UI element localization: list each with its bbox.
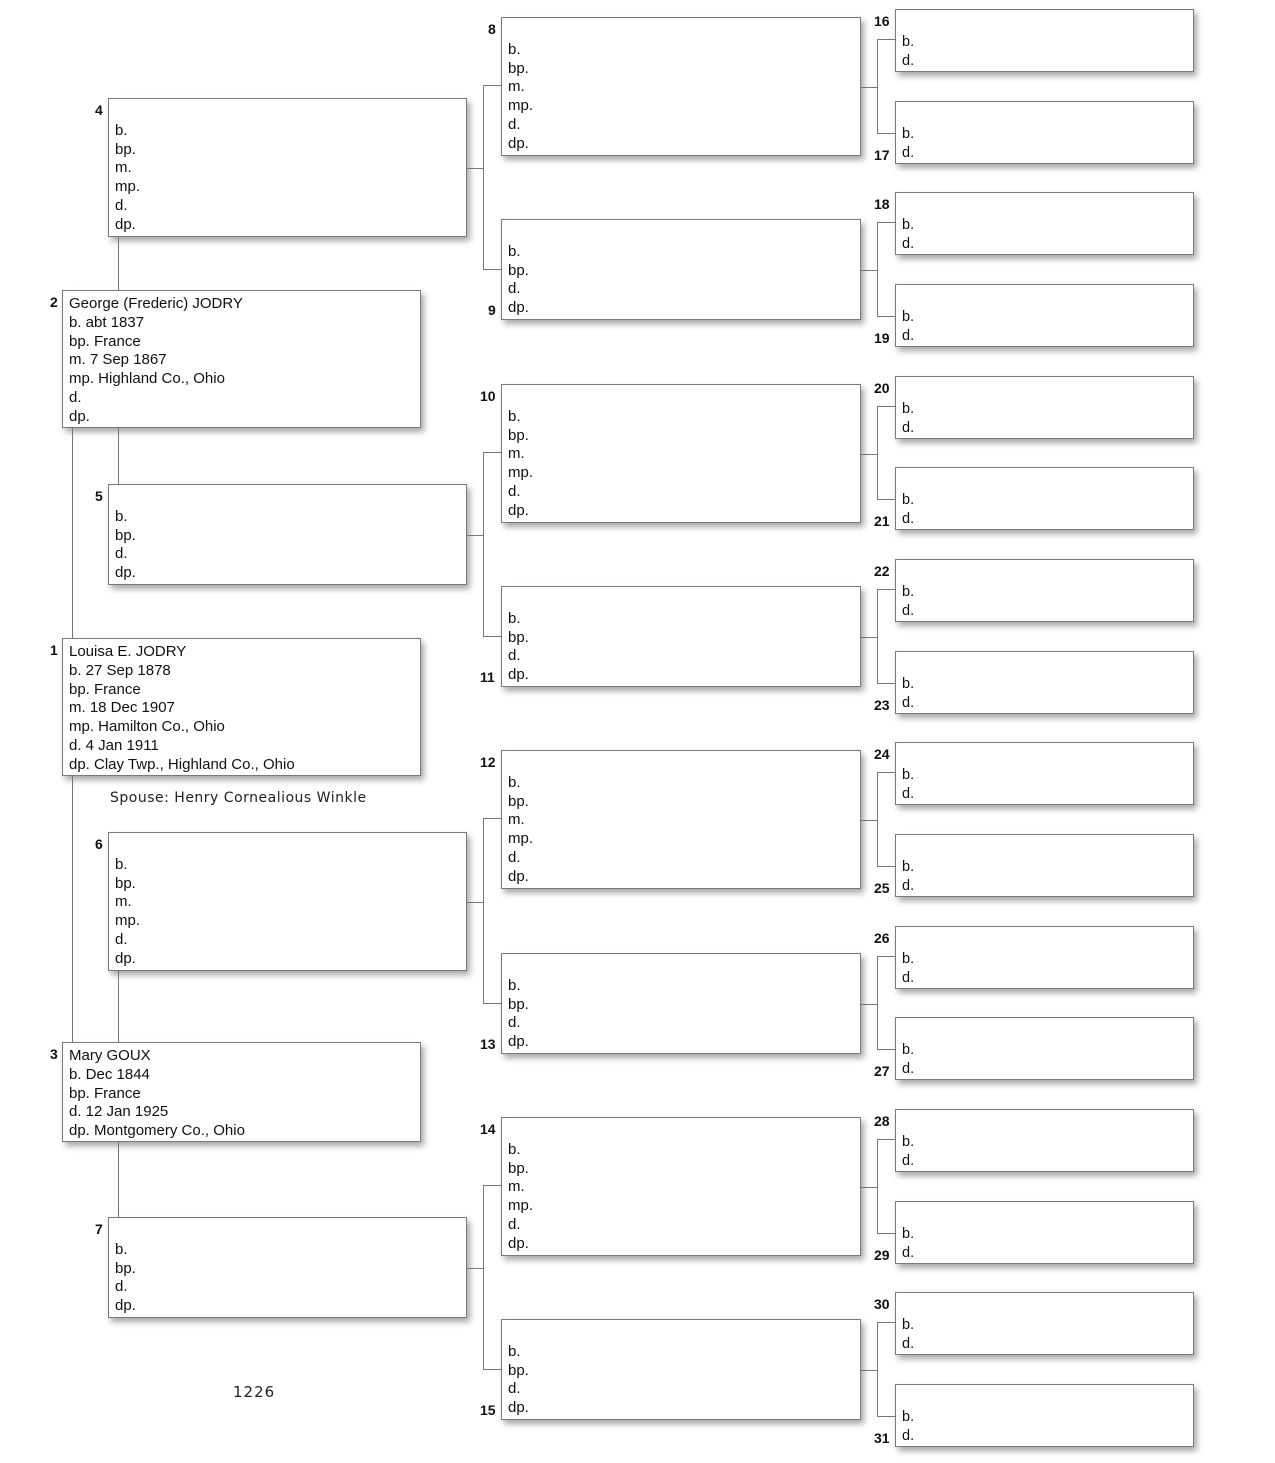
connector-line xyxy=(483,818,501,819)
person-field: m. xyxy=(508,78,525,96)
person-field: d. xyxy=(69,388,82,406)
person-field: b. xyxy=(508,976,521,994)
person-details xyxy=(902,1206,914,1262)
person-number: 23 xyxy=(874,697,890,713)
connector-line xyxy=(861,454,877,455)
person-field: dp. xyxy=(115,564,136,582)
person-field: b. xyxy=(902,308,915,325)
connector-line xyxy=(877,222,878,316)
person-details xyxy=(69,643,295,775)
person-field: d. xyxy=(115,1278,128,1296)
person-field: d. xyxy=(902,419,915,436)
person-field: bp. xyxy=(115,874,136,892)
person-name xyxy=(508,1324,529,1343)
person-field: b. xyxy=(902,675,915,692)
person-field: b. xyxy=(115,507,128,525)
person-field: bp. xyxy=(508,426,529,444)
person-name xyxy=(902,289,914,308)
connector-line xyxy=(877,499,895,500)
person-number: 29 xyxy=(874,1247,890,1263)
person-field: b. xyxy=(508,40,521,58)
person-details xyxy=(902,14,914,70)
person-details xyxy=(508,755,533,887)
person-field: dp. xyxy=(508,134,529,152)
spouse-note: Spouse: Henry Cornealious Winkle xyxy=(110,790,367,806)
person-field: d. xyxy=(902,510,915,527)
person-details xyxy=(902,931,914,987)
person-field: d. xyxy=(902,1152,915,1169)
person-details xyxy=(115,103,140,235)
person-box-2 xyxy=(62,290,421,428)
person-details xyxy=(902,106,914,162)
person-name xyxy=(508,1122,533,1141)
person-details xyxy=(115,1222,136,1316)
person-box-31 xyxy=(895,1384,1194,1447)
person-name xyxy=(508,958,529,977)
connector-line xyxy=(877,683,895,684)
connector-line xyxy=(467,902,483,903)
connector-line xyxy=(861,87,877,88)
connector-line xyxy=(861,270,877,271)
connector-line xyxy=(877,39,895,40)
person-field: d. xyxy=(902,877,915,894)
person-box-1 xyxy=(62,638,421,776)
person-box-17 xyxy=(895,101,1194,164)
connector-line xyxy=(877,772,878,866)
person-box-18 xyxy=(895,192,1194,255)
person-field: d. xyxy=(902,235,915,252)
connector-line xyxy=(877,1416,895,1417)
person-details xyxy=(69,1047,245,1141)
person-box-27 xyxy=(895,1017,1194,1080)
person-name xyxy=(902,472,914,491)
person-field: b. xyxy=(902,491,915,508)
person-details xyxy=(902,1389,914,1445)
person-name xyxy=(508,591,529,610)
connector-line xyxy=(861,1004,877,1005)
person-field: d. xyxy=(508,848,521,866)
connector-line xyxy=(877,39,878,133)
connector-line xyxy=(467,168,483,169)
person-field: b. 27 Sep 1878 xyxy=(69,661,171,679)
connector-line xyxy=(483,85,484,269)
person-details xyxy=(902,289,914,345)
person-box-21 xyxy=(895,467,1194,530)
person-field: bp. xyxy=(508,1159,529,1177)
person-name xyxy=(902,1389,914,1408)
person-field: bp. xyxy=(115,1259,136,1277)
person-name xyxy=(902,14,914,33)
person-field: mp. Highland Co., Ohio xyxy=(69,370,225,388)
person-name xyxy=(902,381,914,400)
person-box-5 xyxy=(108,484,467,585)
person-number: 28 xyxy=(874,1113,890,1129)
connector-line xyxy=(483,1369,501,1370)
person-details xyxy=(508,1324,529,1418)
person-field: b. xyxy=(902,583,915,600)
person-box-4 xyxy=(108,98,467,237)
person-details xyxy=(508,1122,533,1254)
person-field: d. xyxy=(902,1427,915,1444)
person-number: 15 xyxy=(480,1402,496,1418)
person-details xyxy=(69,295,243,427)
person-details xyxy=(902,472,914,528)
person-field: bp. xyxy=(115,526,136,544)
person-field: bp. France xyxy=(69,680,141,698)
person-number: 17 xyxy=(874,147,890,163)
person-name xyxy=(902,931,914,950)
person-number: 3 xyxy=(50,1046,58,1062)
person-field: bp. xyxy=(508,59,529,77)
person-name xyxy=(902,1022,914,1041)
person-field: d. xyxy=(115,196,128,214)
person-name: Mary GOUX xyxy=(69,1047,151,1064)
person-field: mp. xyxy=(508,830,534,848)
person-name xyxy=(902,747,914,766)
person-number: 25 xyxy=(874,880,890,896)
person-field: mp. xyxy=(508,464,534,482)
person-box-16 xyxy=(895,9,1194,72)
person-number: 8 xyxy=(488,21,496,37)
person-field: d. xyxy=(508,1380,521,1398)
connector-line xyxy=(877,1322,878,1416)
person-box-14 xyxy=(501,1117,861,1256)
person-number: 20 xyxy=(874,380,890,396)
person-name xyxy=(115,103,140,122)
connector-line xyxy=(877,406,878,499)
person-box-13 xyxy=(501,953,861,1054)
person-field: dp. xyxy=(508,1033,529,1051)
person-field: d. 12 Jan 1925 xyxy=(69,1103,169,1121)
person-details xyxy=(508,958,529,1052)
person-field: b. xyxy=(902,216,915,233)
person-field: m. xyxy=(508,445,525,463)
person-box-9 xyxy=(501,219,861,320)
person-field: mp. xyxy=(508,1197,534,1215)
person-box-23 xyxy=(895,651,1194,714)
person-details xyxy=(902,1022,914,1078)
person-number: 4 xyxy=(95,102,103,118)
person-field: dp. xyxy=(508,1399,529,1417)
person-box-10 xyxy=(501,384,861,523)
person-field: m. xyxy=(508,811,525,829)
connector-line xyxy=(877,589,878,683)
person-field: d. xyxy=(902,144,915,161)
person-details xyxy=(902,656,914,712)
person-field: d. xyxy=(115,545,128,563)
person-field: bp. xyxy=(508,792,529,810)
connector-line xyxy=(861,637,877,638)
person-name xyxy=(115,837,140,856)
person-field: dp. xyxy=(115,949,136,967)
person-field: b. xyxy=(902,125,915,142)
connector-line xyxy=(877,316,895,317)
connector-line xyxy=(118,1142,119,1217)
person-field: b. xyxy=(902,1316,915,1333)
person-name xyxy=(115,489,136,508)
person-name xyxy=(902,1206,914,1225)
person-field: b. xyxy=(115,1240,128,1258)
person-field: b. xyxy=(902,1041,915,1058)
person-number: 1 xyxy=(50,642,58,658)
person-field: dp. xyxy=(115,1297,136,1315)
person-number: 9 xyxy=(488,302,496,318)
person-field: bp. xyxy=(508,995,529,1013)
person-field: d. xyxy=(902,969,915,986)
person-field: dp. xyxy=(508,666,529,684)
person-field: d. xyxy=(902,1244,915,1261)
connector-line xyxy=(483,1185,501,1186)
person-field: b. xyxy=(508,609,521,627)
person-name: George (Frederic) JODRY xyxy=(69,295,243,312)
person-field: m. xyxy=(508,1178,525,1196)
person-number: 22 xyxy=(874,563,890,579)
person-details xyxy=(508,591,529,685)
person-number: 14 xyxy=(480,1121,496,1137)
person-name xyxy=(115,1222,136,1241)
person-box-8 xyxy=(501,17,861,156)
person-field: b. xyxy=(508,1140,521,1158)
person-box-11 xyxy=(501,586,861,687)
person-field: m. xyxy=(115,159,132,177)
person-details xyxy=(902,197,914,253)
person-field: d. xyxy=(902,694,915,711)
person-field: d. xyxy=(115,930,128,948)
person-number: 31 xyxy=(874,1430,890,1446)
person-number: 7 xyxy=(95,1221,103,1237)
connector-line xyxy=(483,452,501,453)
person-field: bp. xyxy=(508,1361,529,1379)
person-name xyxy=(902,839,914,858)
person-field: d. xyxy=(902,1060,915,1077)
person-number: 11 xyxy=(480,669,495,685)
person-field: b. xyxy=(508,407,521,425)
person-field: d. xyxy=(508,1014,521,1032)
person-box-20 xyxy=(895,376,1194,439)
person-number: 24 xyxy=(874,746,890,762)
person-field: m. 7 Sep 1867 xyxy=(69,351,167,369)
person-field: b. xyxy=(902,1225,915,1242)
person-field: bp. xyxy=(508,628,529,646)
person-field: dp. Clay Twp., Highland Co., Ohio xyxy=(69,755,295,773)
person-name: Louisa E. JODRY xyxy=(69,643,187,660)
person-box-29 xyxy=(895,1201,1194,1264)
person-box-6 xyxy=(108,832,467,971)
person-field: bp. xyxy=(508,261,529,279)
connector-line xyxy=(483,1185,484,1369)
person-field: d. xyxy=(902,327,915,344)
connector-line xyxy=(877,133,895,134)
person-field: mp. xyxy=(115,178,141,196)
person-number: 30 xyxy=(874,1296,890,1312)
connector-line xyxy=(877,1049,895,1050)
person-number: 26 xyxy=(874,930,890,946)
person-field: dp. xyxy=(508,501,529,519)
person-details xyxy=(902,747,914,803)
connector-line xyxy=(861,820,877,821)
person-number: 13 xyxy=(480,1036,496,1052)
person-name xyxy=(902,1297,914,1316)
connector-line xyxy=(483,1003,501,1004)
person-field: b. xyxy=(115,855,128,873)
person-details xyxy=(115,837,140,969)
connector-line xyxy=(467,1268,483,1269)
connector-line xyxy=(877,1139,878,1233)
connector-line xyxy=(877,222,895,223)
person-field: d. xyxy=(508,115,521,133)
person-number: 16 xyxy=(874,13,890,29)
person-details xyxy=(115,489,136,583)
person-name xyxy=(508,755,533,774)
person-details xyxy=(902,381,914,437)
person-name xyxy=(508,224,529,243)
person-number: 12 xyxy=(480,754,496,770)
person-field: dp. xyxy=(508,1234,529,1252)
person-box-26 xyxy=(895,926,1194,989)
person-name xyxy=(902,106,914,125)
connector-line xyxy=(861,1370,877,1371)
person-details xyxy=(902,1297,914,1353)
person-field: dp. Montgomery Co., Ohio xyxy=(69,1122,245,1140)
connector-line xyxy=(877,1233,895,1234)
connector-line xyxy=(877,772,895,773)
person-number: 19 xyxy=(874,330,890,346)
person-details xyxy=(902,1114,914,1170)
person-field: b. Dec 1844 xyxy=(69,1065,150,1083)
person-field: d. xyxy=(902,602,915,619)
person-field: mp. xyxy=(508,97,534,115)
connector-line xyxy=(877,1139,895,1140)
connector-line xyxy=(877,956,878,1049)
connector-line xyxy=(467,535,483,536)
connector-line xyxy=(483,636,501,637)
person-field: dp. xyxy=(508,299,529,317)
person-field: mp. xyxy=(115,912,141,930)
person-number: 18 xyxy=(874,196,890,212)
person-box-25 xyxy=(895,834,1194,897)
connector-line xyxy=(483,85,501,86)
person-field: d. xyxy=(902,1335,915,1352)
person-field: d. xyxy=(508,1215,521,1233)
person-name xyxy=(902,564,914,583)
connector-line xyxy=(877,1322,895,1323)
person-box-28 xyxy=(895,1109,1194,1172)
person-box-7 xyxy=(108,1217,467,1318)
person-field: d. xyxy=(508,482,521,500)
connector-line xyxy=(483,269,501,270)
person-field: d. 4 Jan 1911 xyxy=(69,736,159,754)
connector-line xyxy=(877,956,895,957)
connector-line xyxy=(877,589,895,590)
person-details xyxy=(902,564,914,620)
person-number: 10 xyxy=(480,388,496,404)
person-field: b. xyxy=(902,766,915,783)
person-field: m. 18 Dec 1907 xyxy=(69,699,175,717)
person-field: b. xyxy=(902,1133,915,1150)
person-field: b. xyxy=(902,33,915,50)
page-number: 1226 xyxy=(233,1383,276,1401)
person-number: 2 xyxy=(50,294,58,310)
connector-line xyxy=(118,971,119,1042)
person-field: d. xyxy=(902,52,915,69)
person-box-12 xyxy=(501,750,861,889)
connector-line xyxy=(861,1187,877,1188)
person-details xyxy=(902,839,914,895)
person-details xyxy=(508,224,529,318)
person-field: b. xyxy=(508,242,521,260)
person-field: mp. Hamilton Co., Ohio xyxy=(69,718,225,736)
person-name xyxy=(902,656,914,675)
person-field: b. xyxy=(115,121,128,139)
person-details xyxy=(508,389,533,521)
person-field: bp. xyxy=(115,140,136,158)
person-name xyxy=(902,197,914,216)
person-field: bp. France xyxy=(69,332,141,350)
person-box-24 xyxy=(895,742,1194,805)
person-box-30 xyxy=(895,1292,1194,1355)
person-box-19 xyxy=(895,284,1194,347)
connector-line xyxy=(118,237,119,290)
person-field: d. xyxy=(508,647,521,665)
person-field: b. xyxy=(902,858,915,875)
person-field: b. xyxy=(902,1408,915,1425)
person-details xyxy=(508,22,533,154)
connector-line xyxy=(483,818,484,1003)
person-field: b. abt 1837 xyxy=(69,313,145,331)
person-number: 21 xyxy=(874,513,890,529)
connector-line xyxy=(877,406,895,407)
connector-line xyxy=(483,452,484,636)
person-name xyxy=(508,389,533,408)
connector-line xyxy=(118,428,119,484)
person-field: b. xyxy=(902,400,915,417)
connector-line xyxy=(72,776,73,1042)
person-field: dp. xyxy=(115,215,136,233)
person-name xyxy=(902,1114,914,1133)
person-box-22 xyxy=(895,559,1194,622)
person-field: b. xyxy=(508,773,521,791)
person-box-15 xyxy=(501,1319,861,1420)
person-field: b. xyxy=(902,950,915,967)
person-number: 5 xyxy=(95,488,103,504)
person-number: 27 xyxy=(874,1063,890,1079)
person-number: 6 xyxy=(95,836,103,852)
connector-line xyxy=(72,428,73,638)
person-field: dp. xyxy=(508,867,529,885)
connector-line xyxy=(877,866,895,867)
person-field: d. xyxy=(902,785,915,802)
person-field: m. xyxy=(115,893,132,911)
person-name xyxy=(508,22,533,41)
person-field: b. xyxy=(508,1342,521,1360)
person-field: dp. xyxy=(69,407,90,425)
person-field: d. xyxy=(508,280,521,298)
person-box-3 xyxy=(62,1042,421,1142)
person-field: bp. France xyxy=(69,1084,141,1102)
